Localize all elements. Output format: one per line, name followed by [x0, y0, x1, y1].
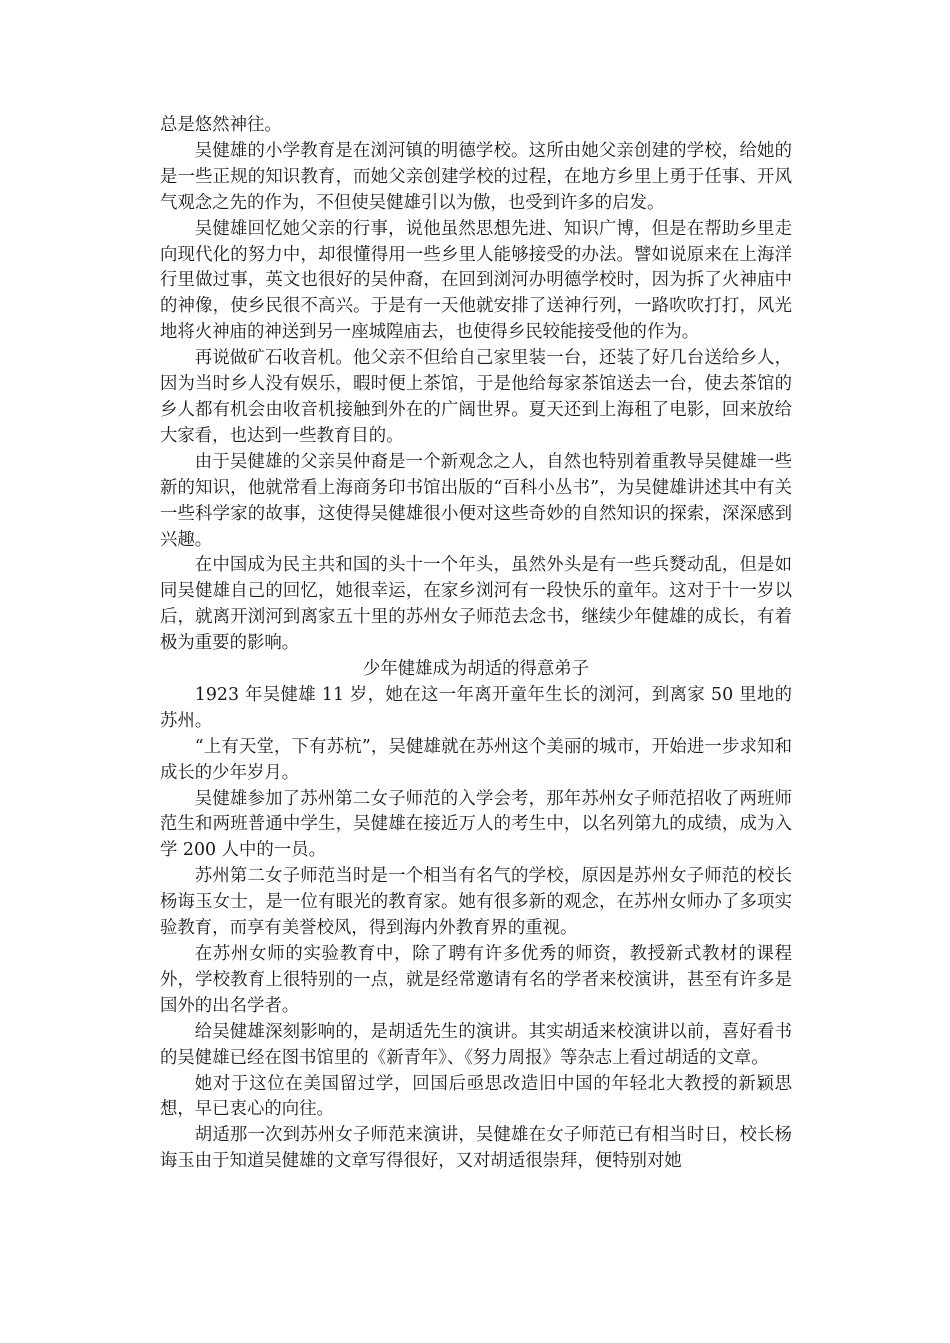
- body-text-before: [160, 113, 792, 657]
- paragraph: 在苏州女师的实验教育中，除了聘有许多优秀的师资，教授新式教材的课程外，学校教育上很特别的一点，就是经常邀请有名的学者来校演讲，甚至有许多是国外的出名学者。: [160, 944, 792, 1016]
- paragraph: 吴健雄回忆她父亲的行事，说他虽然思想先进、知识广博，但是在帮助乡里走向现代化的努力中，却很懂得用一些乡里人能够接受的办法。譬如说原来在上海洋行里做过事，英文也很好的吴仲裔，在回到浏河办明德学校时，因为拆了火神庙中的神像，使乡民很不高兴。于是有一天他就安排了送神行列，一路吹吹打打，风光地将火神庙的神送到另一座城隍庙去，也使得乡民较能接受他的作为。: [160, 218, 792, 343]
- paragraph: 给吴健雄深刻影响的，是胡适先生的演讲。其实胡适来校演讲以前，喜好看书的吴健雄已经在图书馆里的《新青年》、《努力周报》等杂志上看过胡适的文章。: [160, 1021, 792, 1068]
- section-title: 少年健雄成为胡适的得意弟子: [362, 659, 590, 680]
- paragraph: 吴健雄参加了苏州第二女子师范的入学会考，那年苏州女子师范招收了两班师范生和两班普通中学生，吴健雄在接近万人的考生中，以名列第九的成绩，成为入学 200 人中的一员。: [160, 788, 792, 861]
- paragraph: 总是悠然神往。: [160, 115, 282, 135]
- paragraph: 她对于这位在美国留过学，回国后亟思改造旧中国的年轻北大教授的新颖思想，早已衷心的向往。: [160, 1073, 792, 1120]
- paragraph: 苏州第二女子师范当时是一个相当有名气的学校，原因是苏州女子师范的校长杨诲玉女士，是一位有眼光的教育家。她有很多新的观念，在苏州女师办了多项实验教育，而享有美誉校风，得到海内外教育界的重视。: [160, 866, 792, 939]
- paragraph: 在中国成为民主共和国的头十一个年头，虽然外头是有一些兵燹动乱，但是如同吴健雄自己的回忆，她很幸运，在家乡浏河有一段快乐的童年。这对于十一岁以后，就离开浏河到离家五十里的苏州女子师范去念书，继续少年健雄的成长，有着极为重要的影响。: [160, 555, 792, 654]
- paragraph: 1923 年吴健雄 11 岁，她在这一年离开童年生长的浏河，到离家 50 里地的苏州。: [160, 684, 792, 731]
- paragraph: 胡适那一次到苏州女子师范来演讲，吴健雄在女子师范已有相当时日，校长杨诲玉由于知道吴健雄的文章写得很好，又对胡适很崇拜，便特别对她: [160, 1125, 792, 1172]
- body-text-after: [160, 683, 792, 1175]
- paragraph: “上有天堂，下有苏杭”，吴健雄就在苏州这个美丽的城市，开始进一步求知和成长的少年岁月。: [160, 736, 792, 783]
- document-page: [160, 113, 792, 1175]
- paragraph: 再说做矿石收音机。他父亲不但给自己家里装一台，还装了好几台送给乡人，因为当时乡人没有娱乐，暇时便上茶馆，于是他给每家茶馆送去一台，使去茶馆的乡人都有机会由收音机接触到外在的广阔世界。夏天还到上海租了电影，回来放给大家看，也达到一些教育目的。: [160, 348, 792, 446]
- paragraph: 由于吴健雄的父亲吴仲裔是一个新观念之人，自然也特别着重教导吴健雄一些新的知识，他就常看上海商务印书馆出版的“百科小丛书”，为吴健雄讲述其中有关一些科学家的故事，这使得吴健雄很小便对这些奇妙的自然知识的探索，深深感到兴趣。: [160, 451, 792, 550]
- paragraph: 吴健雄的小学教育是在浏河镇的明德学校。这所由她父亲创建的学校，给她的是一些正规的知识教育，而她父亲创建学校的过程，在地方乡里上勇于任事、开风气观念之先的作为，不但使吴健雄引以为傲，也受到许多的启发。: [160, 140, 792, 213]
